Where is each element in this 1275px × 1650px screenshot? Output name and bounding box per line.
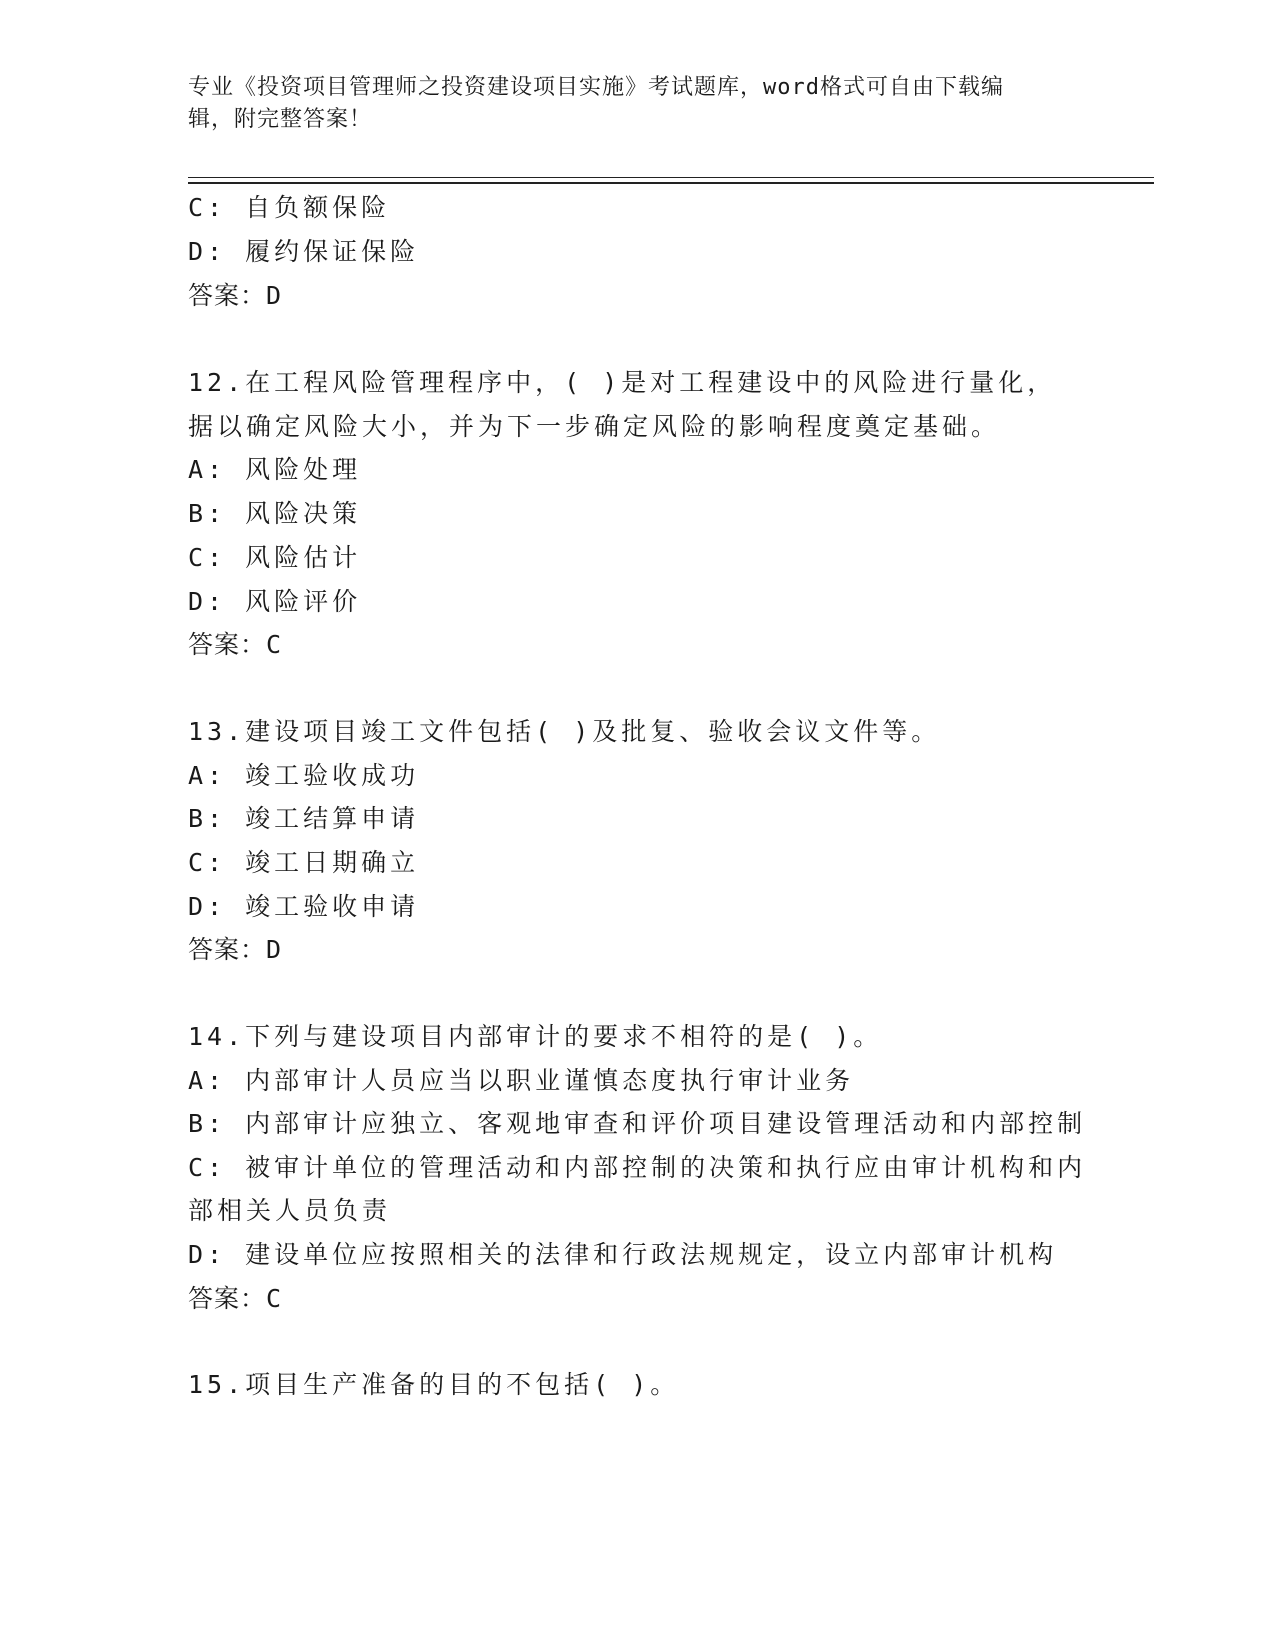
q13-option-b: B: 竣工结算申请 — [188, 804, 420, 833]
q12-option-d: D: 风险评价 — [188, 587, 362, 616]
q14-answer: 答案：C — [188, 1284, 283, 1313]
q11-option-d: D: 履约保证保险 — [188, 237, 420, 266]
q14-option-b: B: 内部审计应独立、客观地审查和评价项目建设管理活动和内部控制 — [188, 1109, 1087, 1138]
q14-option-c-line-2: 部相关人员负责 — [188, 1196, 392, 1225]
q12-option-c: C: 风险估计 — [188, 543, 362, 572]
header-line-1: 专业《投资项目管理师之投资建设项目实施》考试题库，word格式可自由下载编 — [188, 75, 1004, 100]
q12-option-a: A: 风险处理 — [188, 455, 362, 484]
q13-answer: 答案：D — [188, 935, 283, 964]
header-rule-thin — [188, 177, 1154, 178]
q14-option-a: A: 内部审计人员应当以职业谨慎态度执行审计业务 — [188, 1066, 855, 1095]
q12-stem-line-2: 据以确定风险大小，并为下一步确定风险的影响程度奠定基础。 — [188, 412, 1001, 441]
q11-option-c: C: 自负额保险 — [188, 193, 391, 222]
page-header — [188, 72, 1068, 136]
q14-option-c-line-1: C: 被审计单位的管理活动和内部控制的决策和执行应由审计机构和内 — [188, 1153, 1087, 1182]
q15-stem: 15.项目生产准备的目的不包括( )。 — [188, 1370, 680, 1399]
q12-option-b: B: 风险决策 — [188, 499, 362, 528]
header-line-2: 辑，附完整答案！ — [188, 107, 373, 132]
q12-answer: 答案：C — [188, 630, 283, 659]
q13-option-c: C: 竣工日期确立 — [188, 848, 420, 877]
header-rule-thick — [188, 182, 1154, 184]
q13-stem: 13.建设项目竣工文件包括( )及批复、验收会议文件等。 — [188, 717, 941, 746]
q11-answer: 答案：D — [188, 281, 283, 310]
q13-option-d: D: 竣工验收申请 — [188, 892, 420, 921]
q14-option-d: D: 建设单位应按照相关的法律和行政法规规定，设立内部审计机构 — [188, 1240, 1058, 1269]
q13-option-a: A: 竣工验收成功 — [188, 761, 420, 790]
q12-stem-line-1: 12.在工程风险管理程序中，( )是对工程建设中的风险进行量化， — [188, 368, 1057, 397]
q14-stem: 14.下列与建设项目内部审计的要求不相符的是( )。 — [188, 1022, 883, 1051]
